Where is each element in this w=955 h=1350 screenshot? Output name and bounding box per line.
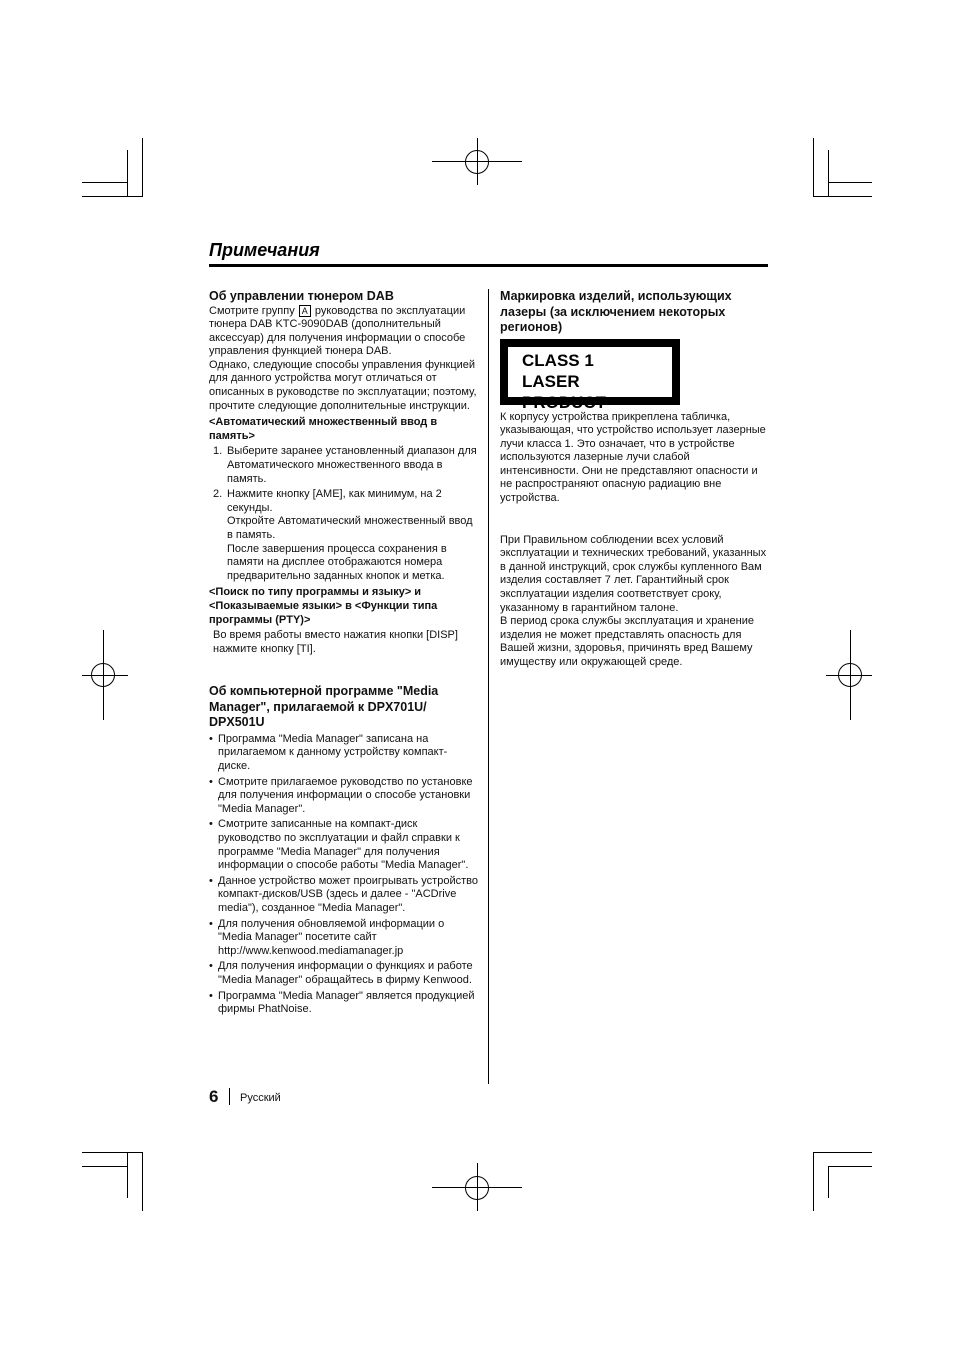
list-item [209, 960, 479, 987]
list-item-text: Программа "Media Manager" является продукцией фирмы PhatNoise. [218, 989, 475, 1016]
crop-mark-bottom-left-v [127, 1152, 128, 1198]
list-item [209, 776, 479, 817]
list-item-text: Для получения обновляемой информации о "Media Manager" посетите сайт http://www.kenwood.mediamanager.jp [218, 917, 445, 957]
registration-target-top-v [477, 138, 478, 185]
registration-target-left-v [103, 630, 104, 720]
title-rule [209, 264, 768, 267]
warranty-paragraph-1: При Правильном соблюдении всех условий эксплуатации и технических требований, указанных в данной инструкций, срок службы купленного Вам изделия составляет 7 лет. Гарантийный срок эксплуатации изделия соответствует сроку, указанному в гарантийном талоне. [500, 533, 767, 614]
crop-mark-bottom-left-h2 [82, 1166, 128, 1167]
media-manager-heading: Об компьютерной программе "Media Manager", прилагаемой к DPX701U/ DPX501U [209, 684, 439, 730]
crop-mark-top-left-h2 [82, 196, 143, 197]
dab-heading: Об управлении тюнером DAB [209, 289, 394, 303]
footer-divider [229, 1088, 230, 1105]
laser-text: К корпусу устройства прикреплена табличка, указывающая, что устройство использует лазерные лучи класса 1. Это означает, что в устройстве используются лазерные лучи слабой интенсивности. Они не представляют опасности и не распространяют опасную радиацию вне устройства. [500, 410, 766, 505]
dab-p1-before: Смотрите группу [209, 304, 295, 317]
crop-mark-top-left-h [82, 182, 128, 183]
crop-mark-bottom-right-v2 [828, 1166, 829, 1198]
bullet: • [209, 917, 213, 930]
crop-mark-top-right-h [828, 182, 872, 183]
crop-mark-bottom-left-v2 [142, 1152, 143, 1211]
list-item-text: Смотрите прилагаемое руководство по установке для получения информации о способе установки "Media Manager". [218, 775, 473, 815]
bullet: • [209, 775, 213, 788]
page-number: 6 [209, 1087, 219, 1106]
bullet: • [209, 989, 213, 1002]
crop-mark-top-right-v [813, 138, 814, 197]
step-text: Откройте Автоматический множественный ввод в память. [227, 515, 473, 541]
laser-label-inner [508, 347, 672, 412]
step-text: После завершения процесса сохранения в памяти на дисплее отображаются номера предварительно заданных кнопок и метка. [227, 542, 447, 582]
laser-label-line1: CLASS 1 [522, 350, 594, 370]
crop-mark-top-right-h2 [813, 196, 872, 197]
list-item [209, 818, 479, 872]
crop-mark-bottom-right-h2 [828, 1166, 872, 1167]
pty-heading: <Поиск по типу программы и языку> и <Показываемые языки> в <Функции типа программы (PTY)> [209, 586, 438, 626]
left-column [209, 289, 479, 1019]
step-text: Выберите заранее установленный диапазон для Автоматического множественного ввода в память. [227, 445, 477, 485]
step-number: 2. [213, 488, 223, 501]
bullet: • [209, 818, 213, 831]
page-title: Примечания [209, 240, 320, 260]
column-divider [488, 289, 489, 1084]
crop-mark-bottom-right-h [813, 1152, 872, 1153]
registration-target-right-h [826, 675, 872, 676]
warranty-paragraph-2: В период срока службы эксплуатация и хранение изделия не может представлять опасность для Вашей жизни, здоровья, причинять вред Вашему имуществу или окружающей среде. [500, 615, 754, 668]
pty-text: Во время работы вместо нажатия кнопки [DISP] нажмите кнопку [TI]. [213, 629, 458, 655]
spacer [209, 656, 479, 684]
list-item [209, 918, 479, 959]
list-item [209, 733, 479, 774]
list-item [209, 875, 479, 916]
list-item-text: Для получения информации о функциях и работе "Media Manager" обращайтесь в фирму Kenwood. [218, 960, 473, 986]
media-manager-list [209, 733, 479, 1017]
dab-p1-after: руководства по эксплуатации тюнера DAB KTC-9090DAB (дополнительный аксессуар) для получения информации о способе управления функцией тюнера DAB. [209, 304, 466, 358]
crop-mark-top-left-v [127, 150, 128, 197]
ame-heading: <Автоматический множественный ввод в память> [209, 416, 438, 442]
bullet: • [209, 874, 213, 887]
crop-mark-top-right-v2 [828, 150, 829, 197]
group-a-badge: A [299, 305, 311, 317]
list-item [209, 445, 479, 486]
registration-target-right-v [850, 630, 851, 720]
crop-mark-bottom-right-v [813, 1152, 814, 1211]
dab-paragraph-1 [209, 305, 479, 359]
crop-mark-bottom-left-h [82, 1152, 143, 1153]
laser-label-line2: LASER PRODUCT [522, 371, 607, 412]
bullet: • [209, 732, 213, 745]
crop-mark-top-left-v2 [142, 138, 143, 197]
list-item [209, 990, 479, 1017]
list-item-text: Программа "Media Manager" записана на прилагаемом к данному устройству компакт-диске. [218, 732, 448, 773]
bullet: • [209, 960, 213, 973]
step-number: 1. [213, 445, 223, 458]
footer-language: Русский [240, 1092, 281, 1104]
class1-laser-label [500, 339, 680, 412]
registration-target-left-h [82, 675, 128, 676]
laser-heading: Маркировка изделий, использующих лазеры (за исключением некоторых регионов) [500, 289, 732, 334]
list-item [209, 488, 479, 583]
step-text: Нажмите кнопку [AME], как минимум, на 2 секунды. [227, 488, 442, 514]
list-item-text: Смотрите записанные на компакт-диск руководство по эксплуатации и файл справки к программе "Media Manager" для получения информации о способе работы "Media Manager". [218, 818, 469, 872]
spacer [500, 506, 768, 534]
list-item-text: Данное устройство может проигрывать устройство компакт-дисков/USB (здесь и далее - "ACDrive media"), созданное "Media Manager". [218, 874, 478, 914]
dab-paragraph-2: Однако, следующие способы управления функцией для данного устройства могут отличаться от описанных в руководстве по эксплуатации; поэтому, прочтите следующие дополнительные инструкции. [209, 358, 477, 412]
ame-steps [209, 445, 479, 583]
registration-target-bottom-v [477, 1163, 478, 1211]
right-column [500, 289, 768, 670]
